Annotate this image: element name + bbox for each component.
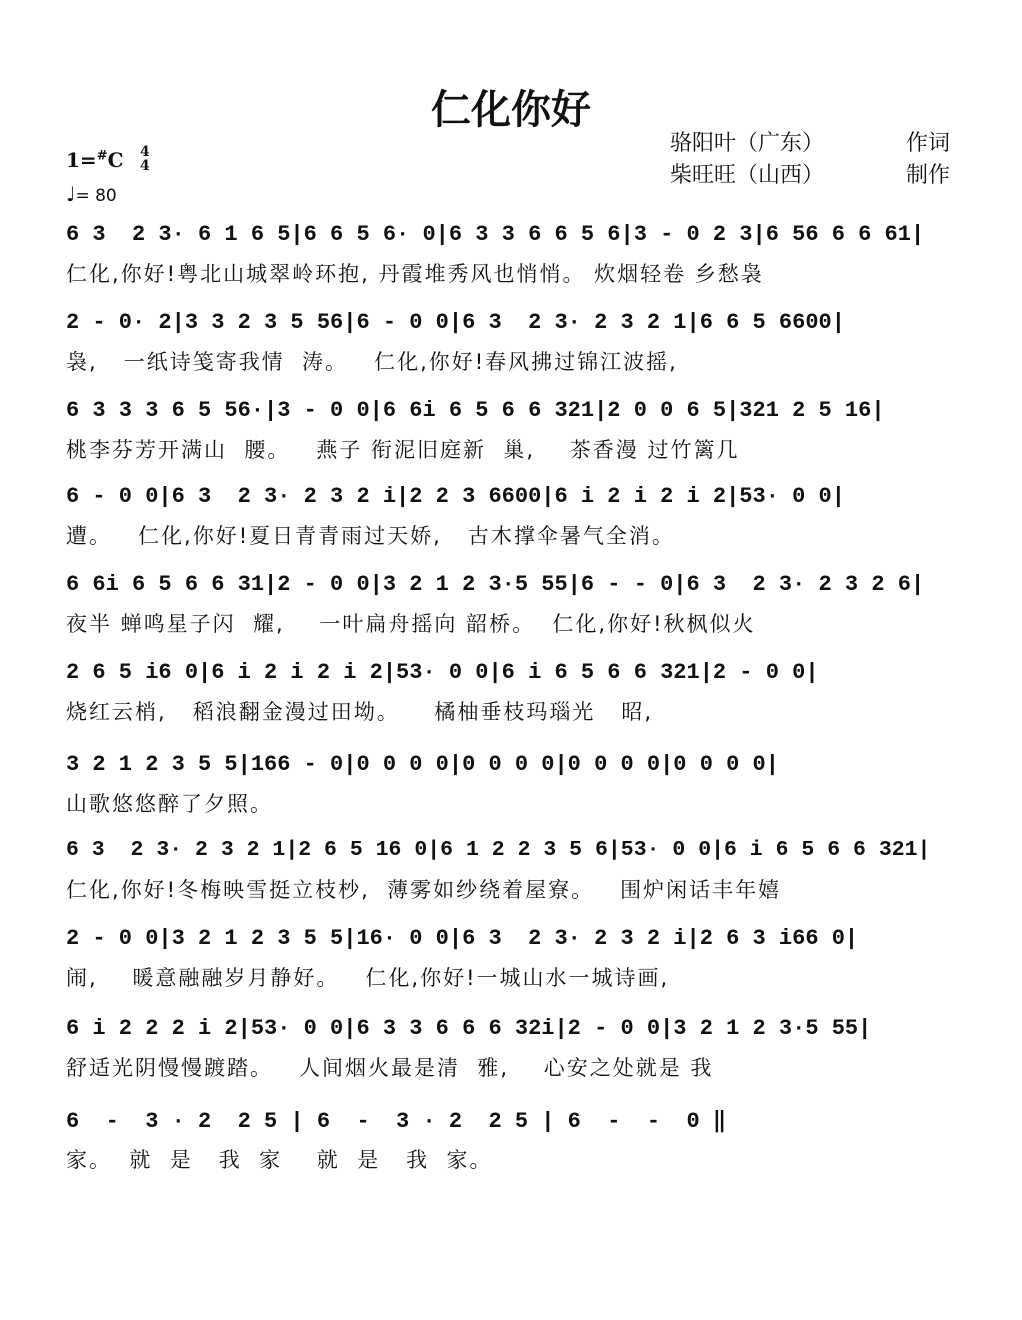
lyric-row: 遭。 仁化,你好!夏日青青雨过天娇, 古木撑伞暑气全消。 <box>66 524 675 548</box>
score-line <box>66 1016 950 1082</box>
score-line <box>66 926 950 992</box>
lyric-row: 仁化,你好!粤北山城翠岭环抱, 丹霞堆秀风也悄悄。 炊烟轻卷 乡愁袅 <box>66 262 764 286</box>
notation-row: 2 - 0· 2|3 3 2 3 5 56|6 - 0 0|6 3 2 3· 2 3 2 1|6 6 5 6600| <box>66 310 845 335</box>
score-line <box>66 484 950 550</box>
score-line <box>66 222 950 288</box>
key-note: C <box>107 148 124 172</box>
credits <box>670 128 950 192</box>
sharp-symbol: # <box>96 148 108 164</box>
producer-credit <box>670 160 950 192</box>
tempo-marking <box>66 182 117 206</box>
notation-row: 6 3 3 3 6 5 56·|3 - 0 0|6 6i 6 5 6 6 321|2 0 0 6 5|321 2 5 16| <box>66 398 885 423</box>
notation-row: 6 - 3 · 2 2 5 | 6 - 3 · 2 2 5 | 6 - - 0 ‖ <box>66 1109 727 1134</box>
notation-row: 2 - 0 0|3 2 1 2 3 5 5|16· 0 0|6 3 2 3· 2 3 2 i|2 6 3 i66 0| <box>66 926 859 951</box>
time-signature-bottom: 4 <box>140 158 150 174</box>
quarter-note-icon: ♩ <box>66 182 76 206</box>
producer-role: 制作 <box>905 163 950 188</box>
score-line <box>66 572 950 638</box>
score-line <box>66 1108 950 1174</box>
notation-row: 3 2 1 2 3 5 5|166 - 0|0 0 0 0|0 0 0 0|0 0 0 0|0 0 0 0| <box>66 752 779 777</box>
lyric-row: 烧红云梢, 稻浪翻金漫过田坳。 橘柚垂枝玛瑙光 昭, <box>66 700 654 724</box>
lyric-row: 桃李芬芳开满山 腰。 燕子 衔泥旧庭新 巢, 茶香漫 过竹篱几 <box>66 438 740 462</box>
notation-row: 6 3 2 3· 2 3 2 1|2 6 5 16 0|6 1 2 2 3 5 6|53· 0 0|6 i 6 5 6 6 321| <box>66 838 931 862</box>
score-line <box>66 310 950 376</box>
score-line <box>66 398 950 464</box>
lyric-row: 舒适光阴慢慢踱踏。 人间烟火最是清 雅, 心安之处就是 我 <box>66 1056 714 1080</box>
tempo-value: = 80 <box>75 186 117 206</box>
lyric-row: 家。 就 是 我 家 就 是 我 家。 <box>66 1148 493 1172</box>
page-title: 仁化你好 <box>431 86 591 133</box>
lyricist-role: 作词 <box>905 131 950 156</box>
score-line <box>66 660 950 726</box>
lyric-row: 仁化,你好!冬梅映雪挺立枝杪, 薄雾如纱绕着屋寮。 围炉闲话丰年嬉 <box>66 878 782 902</box>
notation-row: 6 - 0 0|6 3 2 3· 2 3 2 i|2 2 3 6600|6 i 2 i 2 i 2|53· 0 0| <box>66 484 845 509</box>
lyric-row: 袅, 一纸诗笺寄我情 涛。 仁化,你好!春风拂过锦江波摇, <box>66 350 678 374</box>
score-line <box>66 752 950 818</box>
key-prefix: 1= <box>66 148 97 172</box>
lyric-row: 山歌悠悠醉了夕照。 <box>66 792 273 816</box>
lyric-row: 夜半 蝉鸣星子闪 耀, 一叶扁舟摇向 韶桥。 仁化,你好!秋枫似火 <box>66 612 756 636</box>
lyricist-name: 骆阳叶（广东） <box>670 131 825 156</box>
lyricist-credit <box>670 128 950 160</box>
key-signature <box>66 148 124 172</box>
notation-row: 6 i 2 2 2 i 2|53· 0 0|6 3 3 6 6 6 32i|2 - 0 0|3 2 1 2 3·5 55| <box>66 1016 872 1041</box>
notation-row: 2 6 5 i6 0|6 i 2 i 2 i 2|53· 0 0|6 i 6 5 6 6 321|2 - 0 0| <box>66 660 819 685</box>
notation-row: 6 3 2 3· 6 1 6 5|6 6 5 6· 0|6 3 3 6 6 5 6|3 - 0 2 3|6 56 6 6 61| <box>66 222 925 247</box>
producer-name: 柴旺旺（山西） <box>670 163 825 188</box>
notation-row: 6 6i 6 5 6 6 31|2 - 0 0|3 2 1 2 3·5 55|6 - - 0|6 3 2 3· 2 3 2 6| <box>66 572 925 597</box>
lyric-row: 闹, 暖意融融岁月静好。 仁化,你好!一城山水一城诗画, <box>66 966 670 990</box>
time-signature-top: 4 <box>140 144 150 160</box>
score-line <box>66 838 950 904</box>
time-signature <box>140 145 150 173</box>
